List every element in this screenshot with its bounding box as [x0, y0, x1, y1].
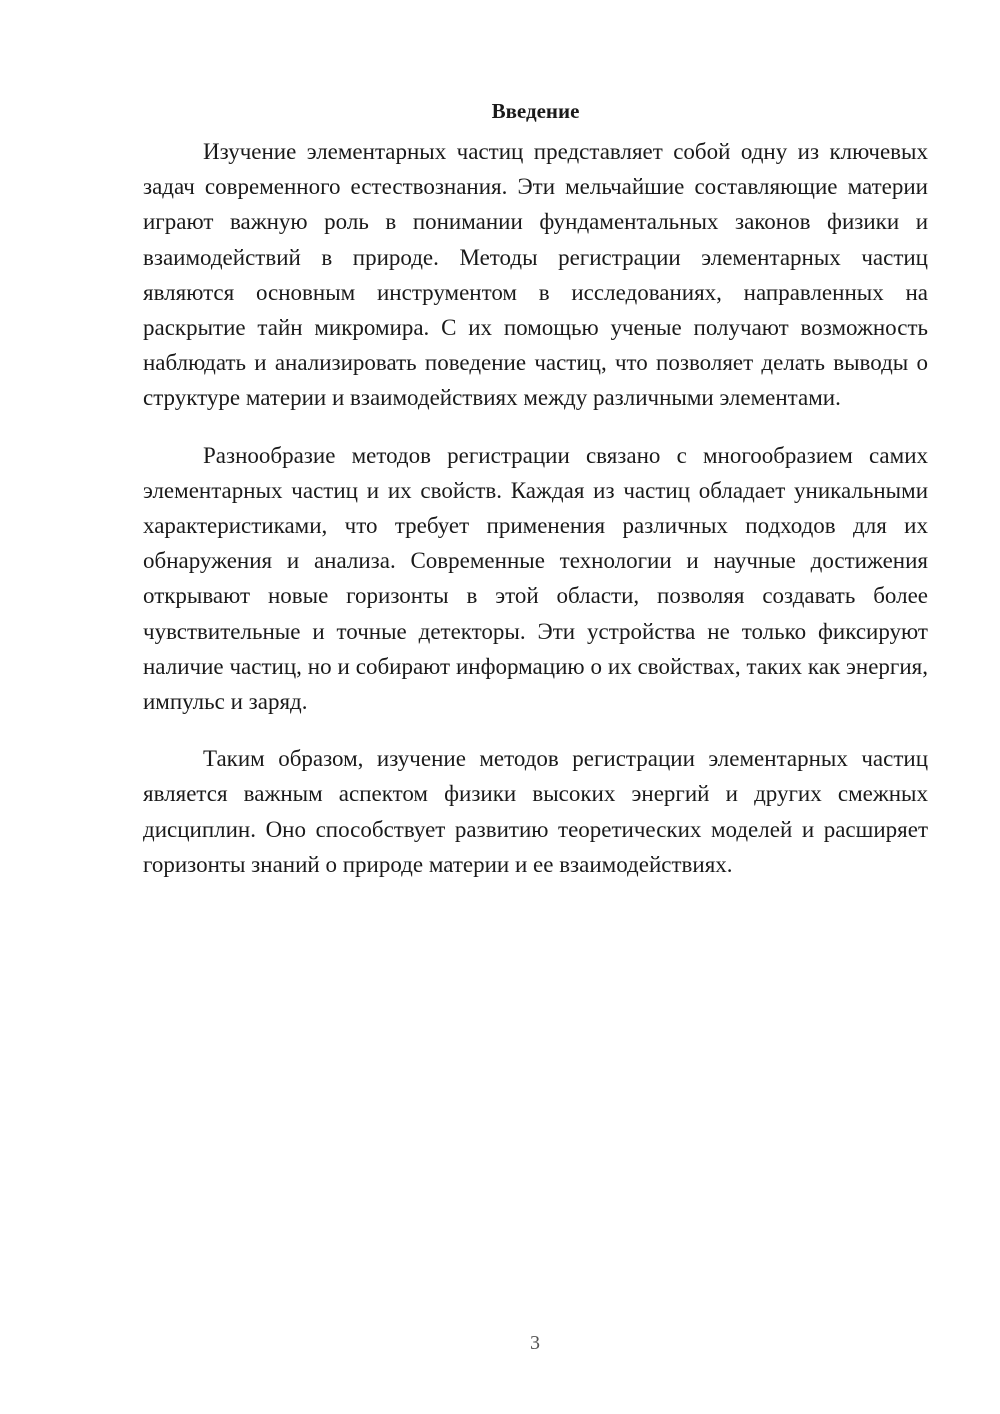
paragraph: Изучение элементарных частиц представляет собой одну из ключевых задач современного естествознания. Эти мельчайшие составляющие материи играют важную роль в понимании фундаментальных законов физики и взаимодействий в природе. Методы регистрации элементарных частиц являются основным инструментом в исследованиях, направленных на раскрытие тайн микромира. С их помощью ученые получают возможность наблюдать и анализировать поведение частиц, что позволяет делать выводы о структуре материи и взаимодействиях между различными элементами.	[143, 139, 928, 411]
page-content	[143, 96, 928, 904]
page-number: 3	[530, 1332, 540, 1354]
paragraph: Разнообразие методов регистрации связано с многообразием самих элементарных частиц и их свойств. Каждая из частиц обладает уникальными характеристиками, что требует применения различных подходов для их обнаружения и анализа. Современные технологии и научные достижения открывают новые горизонты в этой области, позволяя создавать более чувствительные и точные детекторы. Эти устройства не только фиксируют наличие частиц, но и собирают информацию о их свойствах, таких как энергия, импульс и заряд.	[143, 442, 928, 715]
paragraph: Таким образом, изучение методов регистрации элементарных частиц является важным аспектом физики высоких энергий и других смежных дисциплин. Оно способствует развитию теоретических моделей и расширяет горизонты знаний о природе материи и ее взаимодействиях.	[143, 746, 928, 877]
section-heading: Введение	[491, 99, 580, 123]
